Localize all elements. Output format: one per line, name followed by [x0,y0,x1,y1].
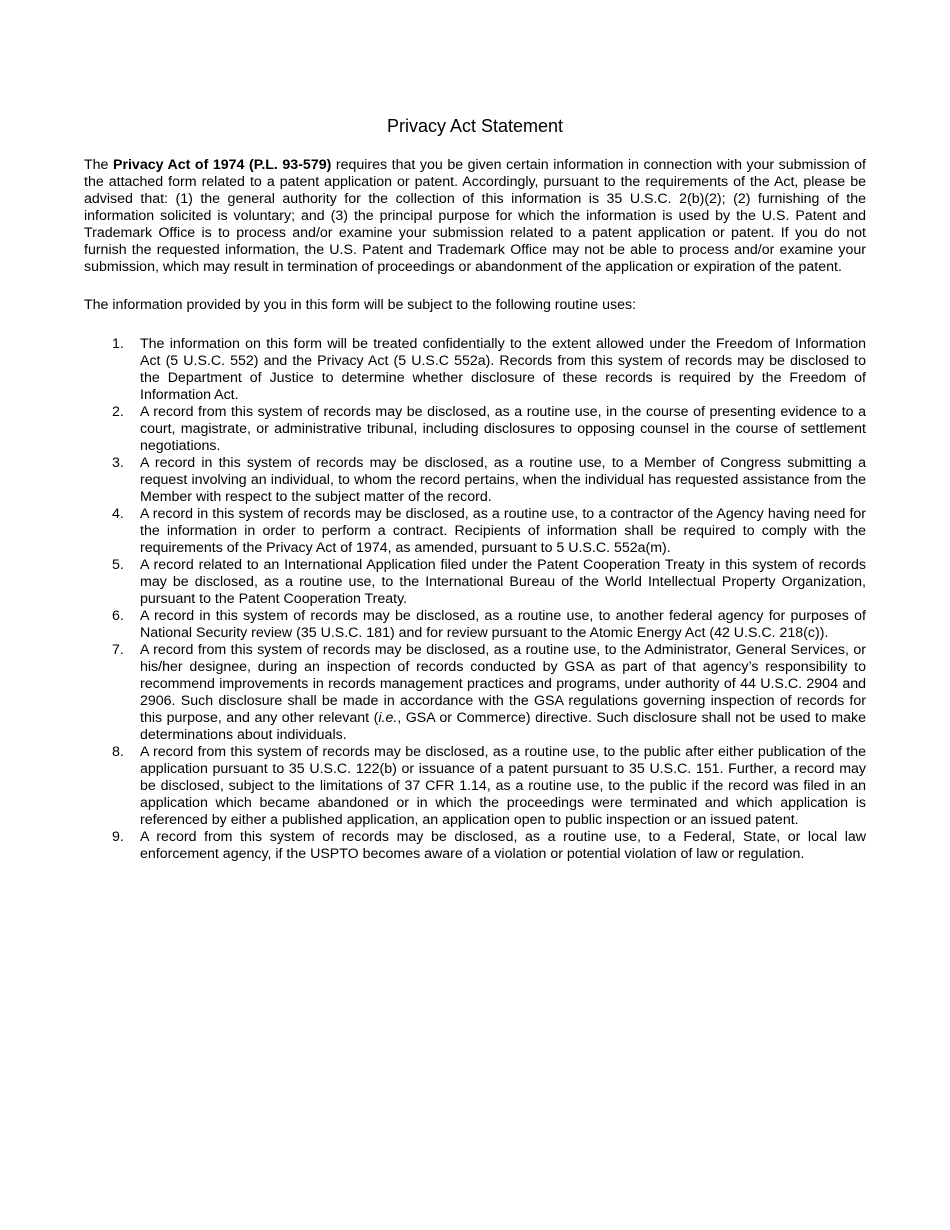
list-item [84,455,866,506]
list-item-text: A record from this system of records may be disclosed, as a routine use, to the public after either publication of the application pursuant to 35 U.S.C. 122(b) or issuance of a patent pursuant to 35 U.S.C. 151. Further, a record may be disclosed, subject to the limitations of 37 CFR 1.14, as a routine use, to the public if the record was filed in an application which became abandoned or in which the proceedings were terminated and which application is referenced by either a published application, an application open to public inspection or an issued patent. [140,744,866,828]
list-item-number: 6. [112,608,124,624]
intro-body: requires that you be given certain information in connection with your submission of the attached form related to a patent application or patent. Accordingly, pursuant to the requirements of the Act, please be advised that: (1) the general authority for the collection of this information is 35 U.S.C. 2(b)(2); (2) furnishing of the information solicited is voluntary; and (3) the principal purpose for which the information is used by the U.S. Patent and Trademark Office is to process and/or examine your submission related to a patent application or patent. If you do not furnish the requested information, the U.S. Patent and Trademark Office may not be able to process and/or examine your submission, which may result in termination of proceedings or abandonment of the application or expiration of the patent. [84,157,867,275]
list-item-text: A record from this system of records may be disclosed, as a routine use, in the course of presenting evidence to a court, magistrate, or administrative tribunal, including disclosures to opposing counsel in the course of settlement negotiations. [140,404,866,454]
document-page [84,115,866,863]
list-item-number: 2. [112,404,124,420]
list-item-number: 7. [112,642,124,658]
intro-paragraph [84,157,866,276]
list-item-text-part-a: A record from this system of records may be disclosed, as a routine use, to the Administrator, General Services, or his/her designee, during an inspection of records conducted by GSA as part of that agency’s responsibility to recommend improvements in records management practices and programs, under authority of 44 U.S.C. 2904 and 2906. Such disclosure shall be made in accordance with the GSA regulations governing inspection of records for this purpose, and any other relevant ( [140,642,866,726]
list-item-text: A record in this system of records may be disclosed, as a routine use, to a contractor of the Agency having need for the information in order to perform a contract. Recipients of information shall be required to comply with the requirements of the Privacy Act of 1974, as amended, pursuant to 5 U.S.C. 552a(m). [140,506,866,556]
list-item-number: 4. [112,506,124,522]
list-item [84,744,866,829]
list-item-text-part-b: , GSA or Commerce) directive. Such disclosure shall not be used to make determinations about individuals. [140,710,866,743]
routine-uses-list [84,336,866,863]
list-item [84,404,866,455]
list-item-number: 1. [112,336,124,352]
list-item [84,506,866,557]
list-item-text: A record related to an International Application filed under the Patent Cooperation Treaty in this system of records may be disclosed, as a routine use, to the International Bureau of the World Intellectual Property Organization, pursuant to the Patent Cooperation Treaty. [140,557,866,607]
list-item [84,642,866,744]
list-item [84,608,866,642]
intro-act-name: Privacy Act of 1974 (P.L. 93-579) [113,157,332,173]
list-item-text: A record in this system of records may be disclosed, as a routine use, to another federal agency for purposes of National Security review (35 U.S.C. 181) and for review pursuant to the Atomic Energy Act (42 U.S.C. 218(c)). [140,608,866,641]
list-item-text: A record in this system of records may be disclosed, as a routine use, to a Member of Congress submitting a request involving an individual, to whom the record pertains, when the individual has requested assistance from the Member with respect to the subject matter of the record. [140,455,866,505]
list-item-text: The information on this form will be treated confidentially to the extent allowed under the Freedom of Information Act (5 U.S.C. 552) and the Privacy Act (5 U.S.C 552a). Records from this system of records may be disclosed to the Department of Justice to determine whether disclosure of these records is required by the Freedom of Information Act. [140,336,866,403]
list-item-number: 9. [112,829,124,845]
list-item-text: A record from this system of records may be disclosed, as a routine use, to a Federal, State, or local law enforcement agency, if the USPTO becomes aware of a violation or potential violation of law or regulation. [140,829,866,862]
list-item-number: 3. [112,455,124,471]
list-item [84,829,866,863]
page-title: Privacy Act Statement [386,116,564,136]
routine-uses-intro: The information provided by you in this form will be subject to the following routine uses: [84,297,637,313]
list-item-number: 8. [112,744,124,760]
list-item [84,557,866,608]
list-item-italic: i.e. [378,710,398,726]
list-item-number: 5. [112,557,124,573]
intro-pre: The [84,157,113,173]
list-item [84,336,866,404]
